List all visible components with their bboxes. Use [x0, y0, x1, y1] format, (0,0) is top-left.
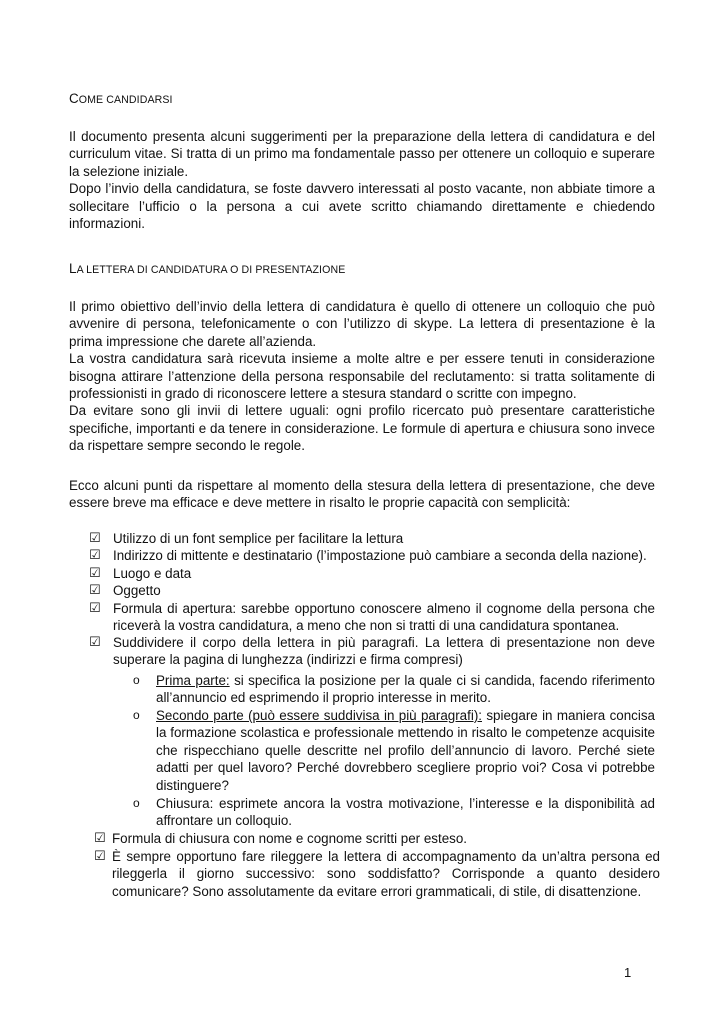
heading-lettera: LA LETTERA DI CANDIDATURA O DI PRESENTAZIONE: [69, 261, 346, 276]
checklist-item: ☑ Luogo e data: [89, 566, 192, 581]
intro-paragraph-2: Dopo l’invio della candidatura, se foste davvero interessati al posto vacante, non abbiate timore a sollecitare l’ufficio o la persona a cui avete scritto chiamando direttamente e chiedendo informazioni.: [69, 181, 655, 232]
lettera-paragraph-2: La vostra candidatura sarà ricevuta insieme a molte altre e per essere tenuti in considerazione bisogna attirare l’attenzione della persona responsabile del reclutamento: si tratta solitamente di professionisti in grado di riconoscere lettere a stesura standard o scritte con impegno.: [69, 351, 655, 402]
lettera-paragraph-3: Da evitare sono gli invii di lettere uguali: ogni profilo ricercato può presentare caratteristiche specifiche, importanti e da tenere in considerazione. Le formule di apertura e chiusura sono invece da rispettare sempre secondo le regole.: [69, 403, 655, 454]
hollow-bullet-icon: o: [133, 796, 140, 810]
ecco-section: [69, 477, 655, 512]
checked-box-icon: ☑: [94, 849, 106, 864]
intro-section: [69, 128, 655, 232]
checklist-item: ☑ Indirizzo di mittente e destinatario (l’impostazione può cambiare a seconda della nazione).: [89, 548, 647, 563]
checked-box-icon: ☑: [89, 531, 101, 546]
checklist-item: ☑ Formula di chiusura con nome e cognome scritti per esteso.: [94, 831, 468, 846]
checklist-item: ☑ Suddividere il corpo della lettera in più paragrafi. La lettera di presentazione non deve superare la pagina di lunghezza (indirizzi e firma compresi): [89, 635, 655, 668]
hollow-bullet-icon: o: [133, 708, 140, 722]
checklist-item: ☑ Oggetto: [89, 583, 161, 598]
heading-come-candidarsi: COME CANDIDARSI: [69, 91, 173, 106]
ecco-paragraph: Ecco alcuni punti da rispettare al momento della stesura della lettera di presentazione, che deve essere breve ma efficace e deve mettere in risalto le proprie capacità con semplicità:: [69, 478, 655, 511]
subitem-prima-parte: o Prima parte: si specifica la posizione per la quale ci si candida, facendo riferimento all’annuncio ed esprimendo il proprio interesse in merito.: [133, 673, 655, 706]
page-number: 1: [624, 965, 632, 980]
checklist-item: ☑ Formula di apertura: sarebbe opportuno conoscere almeno il cognome della persona che riceverà la vostra candidatura, a meno che non si tratti di una candidatura spontanea.: [89, 601, 655, 634]
subitem-chiusura: o Chiusura: esprimete ancora la vostra motivazione, l’interesse e la disponibilità ad affrontare un colloquio.: [133, 796, 655, 829]
checklist-item: ☑ È sempre opportuno fare rileggere la lettera di accompagnamento da un’altra persona ed rileggerla il giorno successivo: sono soddisfatto? Corrisponde a quanto desidero comunicare? Sono assolutamente da evitare errori grammaticali, di stile, di disattenzione.: [94, 849, 660, 899]
checked-box-icon: ☑: [89, 548, 101, 563]
intro-paragraph-1: Il documento presenta alcuni suggerimenti per la preparazione della lettera di candidatura e del curriculum vitae. Si tratta di un primo ma fondamentale passo per ottenere un colloquio e superare la selezione iniziale.: [69, 129, 655, 179]
subitem-secondo-parte: o Secondo parte (può essere suddivisa in più paragrafi): spiegare in maniera concisa la formazione scolastica e professionale mettendo in risalto le competenze acquisite che rispecchiano quelle descritte nel profilo dell’annuncio di lavoro. Perché siete adatti per quel lavoro? Perché dovrebbero scegliere proprio voi? Cosa vi potrebbe distinguere?: [133, 708, 655, 793]
checked-box-icon: ☑: [89, 635, 101, 650]
lettera-section: [69, 298, 655, 455]
hollow-bullet-icon: o: [133, 673, 140, 687]
checked-box-icon: ☑: [89, 583, 101, 598]
checked-box-icon: ☑: [94, 831, 106, 846]
checked-box-icon: ☑: [89, 566, 101, 581]
checklist-item: ☑ Utilizzo di un font semplice per facilitare la lettura: [89, 531, 404, 546]
checked-box-icon: ☑: [89, 601, 101, 616]
lettera-paragraph-1: Il primo obiettivo dell’invio della lettera di candidatura è quello di ottenere un colloquio che può avvenire di persona, telefonicamente o con l’utilizzo di skype. La lettera di presentazione è la prima impressione che darete all’azienda.: [69, 299, 655, 349]
